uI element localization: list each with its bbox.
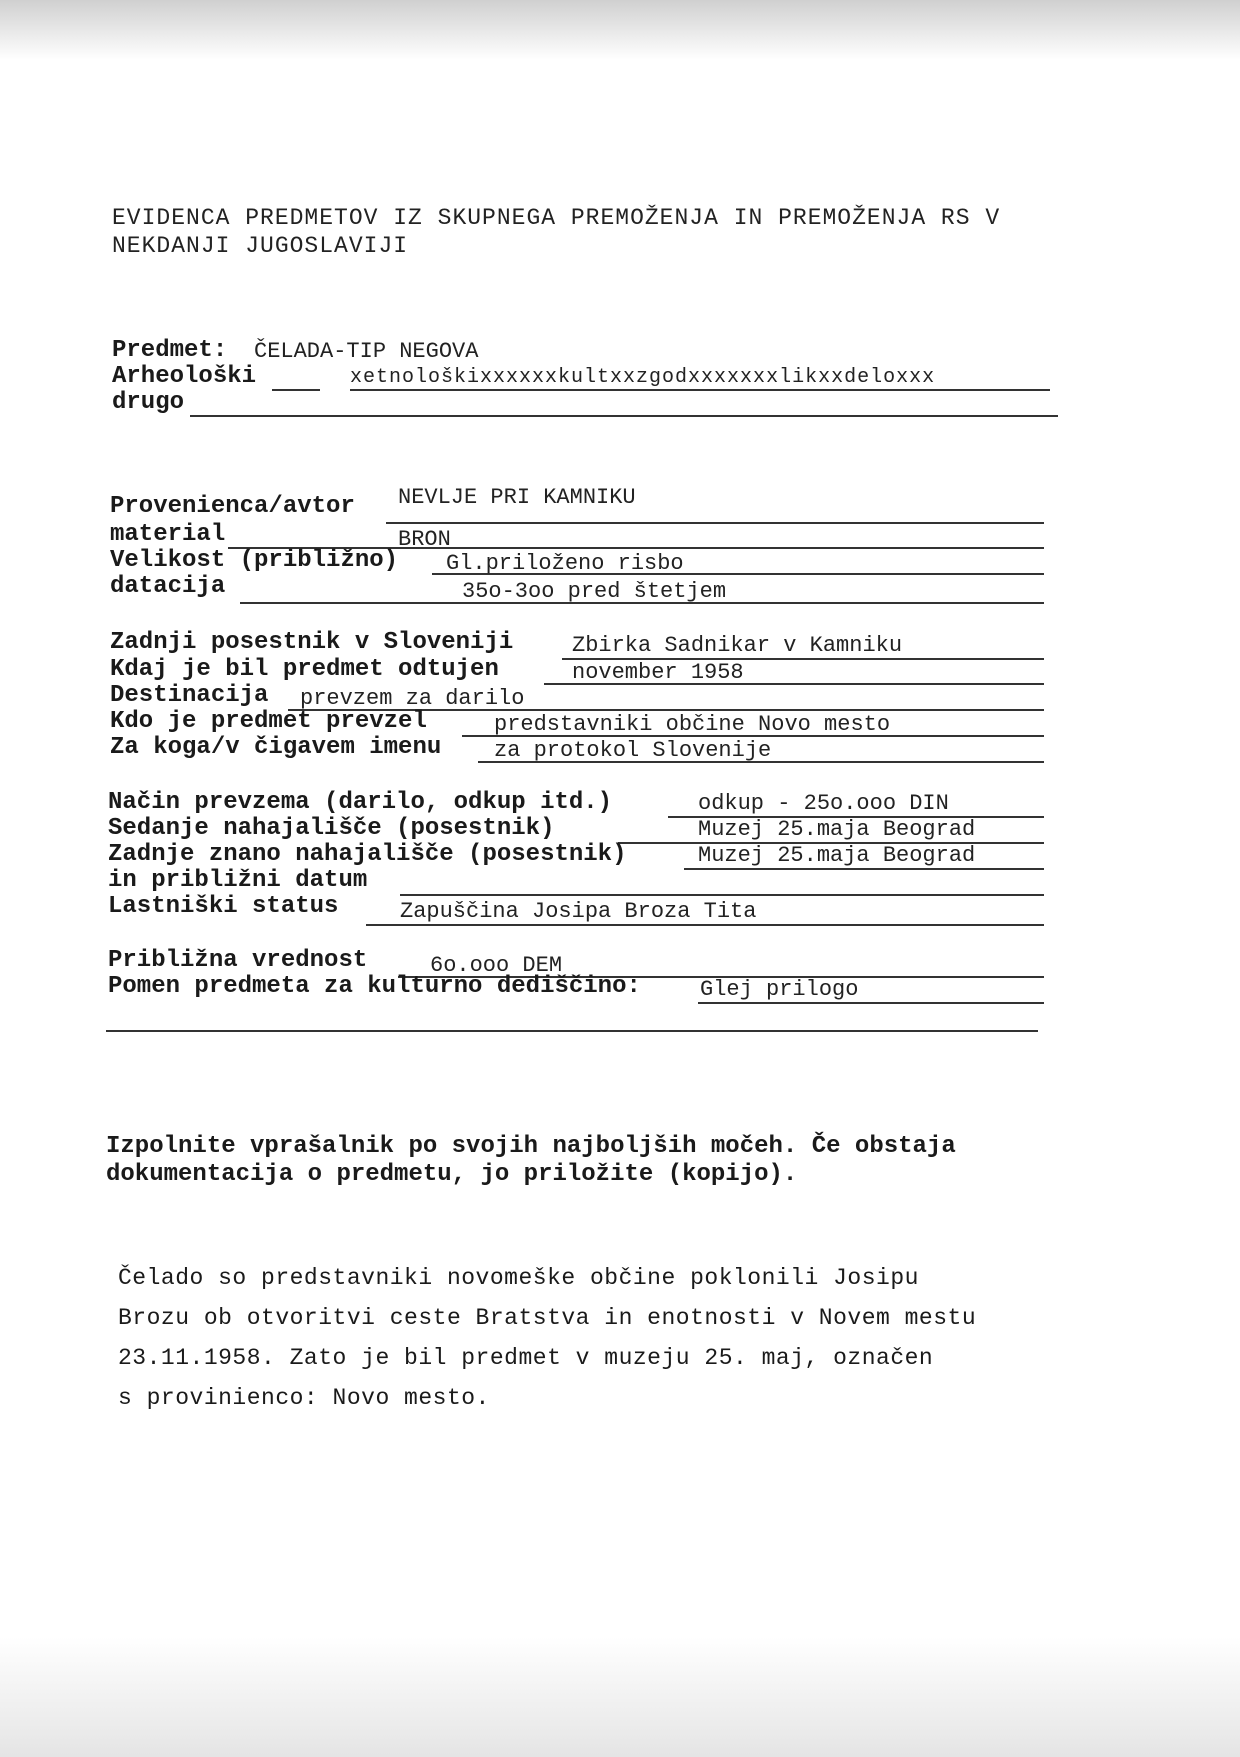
- field-value: Muzej 25.maja Beograd: [698, 817, 976, 842]
- field-datacija: [110, 573, 1045, 604]
- field-label: material: [110, 521, 226, 548]
- field-nacin-prevzema: [108, 790, 1043, 816]
- field-label: Arheološki: [112, 363, 257, 390]
- field-underline: [190, 415, 1058, 417]
- field-value: predstavniki občine Novo mesto: [494, 712, 891, 737]
- field-value: za protokol Slovenije: [494, 738, 772, 763]
- field-label: Lastniški status: [108, 893, 339, 920]
- field-label: Kdo je predmet prevzel: [110, 708, 427, 735]
- field-label: Način prevzema (darilo, odkup itd.): [108, 789, 613, 816]
- field-value: ČELADA-TIP NEGOVA: [254, 339, 479, 364]
- field-za-koga: [110, 735, 1045, 761]
- field-velikost: [110, 548, 1045, 574]
- note-line-2: Brozu ob otvoritvi ceste Bratstva in enotnosti v Novem mestu: [118, 1305, 977, 1331]
- note-line-4: s provinienco: Novo mesto.: [118, 1385, 490, 1411]
- title-line-1: EVIDENCA PREDMETOV IZ SKUPNEGA PREMOŽENJA IN PREMOŽENJA RS V: [112, 205, 1001, 231]
- field-label: Približna vrednost: [108, 947, 368, 974]
- field-material: [110, 521, 1045, 552]
- field-kdo-prevzel: [110, 709, 1045, 735]
- field-label: Pomen predmeta za kulturno dediščino:: [108, 973, 641, 1000]
- field-zadnje-znano-nahajalisce: [108, 842, 1043, 868]
- field-label: in približni datum: [108, 867, 368, 894]
- field-pomen-predmeta: [108, 974, 1043, 1000]
- field-label: Zadnji posestnik v Sloveniji: [110, 629, 514, 656]
- crossed-out-categories: xetnološkixxxxxxkultxxzgodxxxxxxxlikxxdeloxxx: [350, 366, 936, 389]
- note-line-3: 23.11.1958. Zato je bil predmet v muzeju 25. maj, označen: [118, 1345, 934, 1371]
- instruction-line-2: dokumentacija o predmetu, jo priložite (kopijo).: [106, 1161, 798, 1188]
- field-categories: [112, 364, 1062, 390]
- note-line-1: Čelado so predstavniki novomeške občine poklonili Josipu: [118, 1265, 919, 1291]
- field-lastniski-status: [108, 893, 1043, 924]
- title-line-2: NEKDANJI JUGOSLAVIJI: [112, 233, 409, 259]
- typed-note: [118, 1258, 1098, 1418]
- field-kdaj-odtujen: [110, 657, 1045, 683]
- field-priblizna-vrednost: [108, 947, 1043, 978]
- field-underline: [366, 924, 1044, 926]
- field-destinacija: [110, 683, 1045, 709]
- field-value: Zapuščina Josipa Broza Tita: [400, 899, 757, 924]
- field-label: Sedanje nahajališče (posestnik): [108, 815, 555, 842]
- blank-continuation-line: [106, 1030, 1038, 1032]
- field-label: Za koga/v čigavem imenu: [110, 734, 442, 761]
- field-value: Gl.priloženo risbo: [446, 551, 684, 576]
- field-label: Zadnje znano nahajališče (posestnik): [108, 841, 627, 868]
- field-label: drugo: [112, 389, 185, 416]
- field-label: Provenienca/avtor: [110, 493, 355, 520]
- field-drugo: [112, 390, 1072, 416]
- instructions: [106, 1133, 1106, 1189]
- field-zadnji-posestnik: [110, 630, 1045, 656]
- field-predmet: [112, 338, 1072, 364]
- field-value: 35o-3oo pred štetjem: [462, 579, 727, 604]
- field-priblizni-datum: [108, 868, 1043, 894]
- field-provenienca: [110, 485, 1045, 520]
- field-value: prevzem za darilo: [300, 686, 525, 711]
- instruction-line-1: Izpolnite vprašalnik po svojih najboljših močeh. Če obstaja: [106, 1133, 956, 1160]
- field-label: Velikost (približno): [110, 547, 399, 574]
- field-value: NEVLJE PRI KAMNIKU: [398, 485, 636, 510]
- field-label: Destinacija: [110, 682, 269, 709]
- field-value: Zbirka Sadnikar v Kamniku: [572, 633, 903, 658]
- field-value: odkup - 25o.ooo DIN: [698, 791, 949, 816]
- field-label: Kdaj je bil predmet odtujen: [110, 656, 499, 683]
- field-value: Muzej 25.maja Beograd: [698, 843, 976, 868]
- field-value: Glej prilogo: [700, 977, 859, 1002]
- field-value: BRON: [398, 527, 451, 552]
- field-label: datacija: [110, 573, 226, 600]
- field-sedanje-nahajalisce: [108, 816, 1043, 842]
- field-label: Predmet:: [112, 337, 228, 364]
- field-value: november 1958: [572, 660, 744, 685]
- field-underline: [698, 1002, 1044, 1004]
- document-title: [112, 204, 1092, 260]
- field-value: 6o.ooo DEM: [430, 953, 563, 978]
